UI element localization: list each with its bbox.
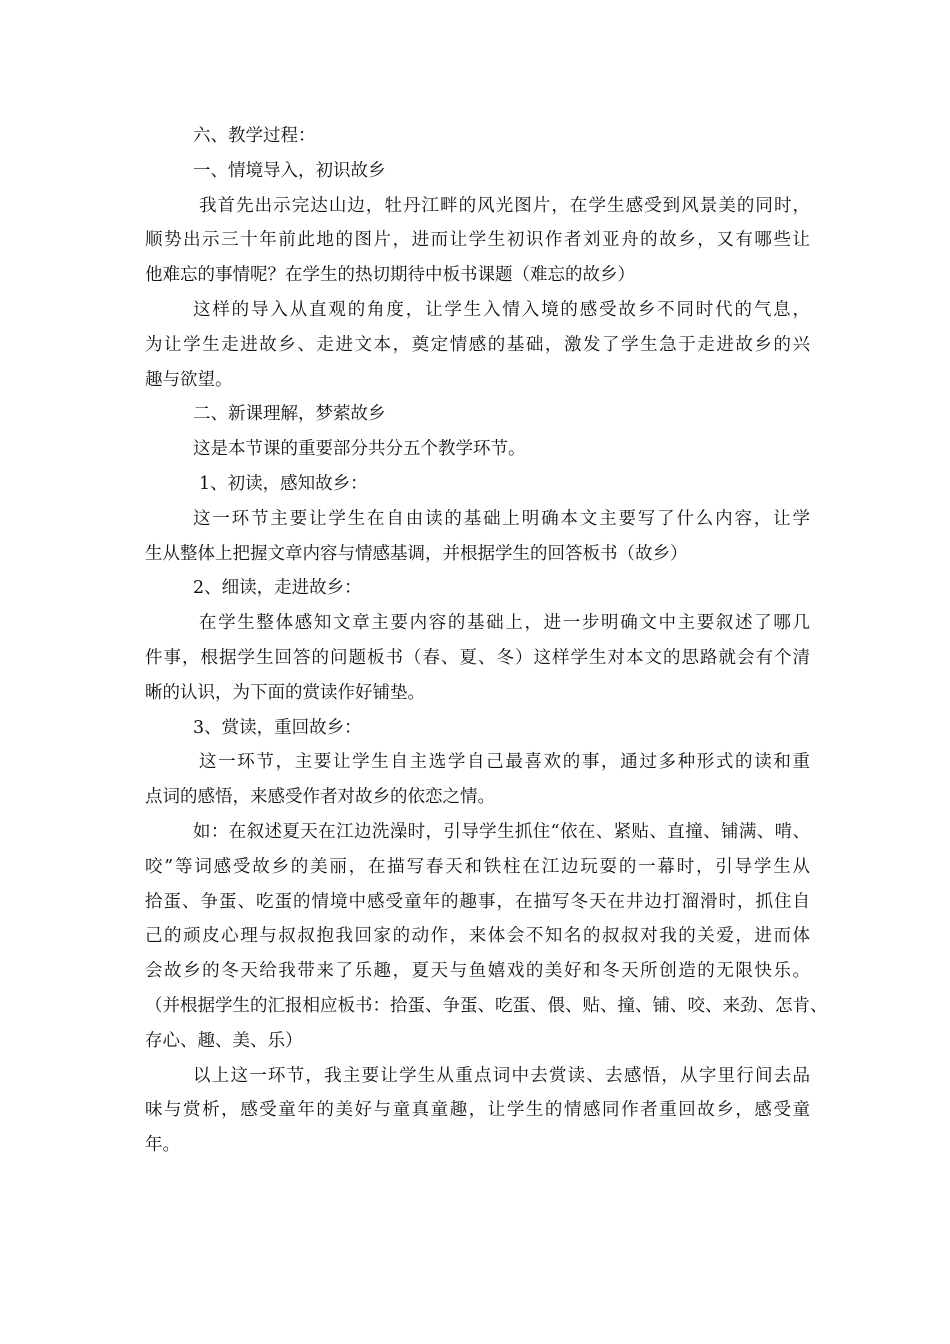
paragraph-line: 会故乡的冬天给我带来了乐趣，夏天与鱼嬉戏的美好和冬天所创造的无限快乐。: [145, 961, 810, 982]
paragraph-line: 为让学生走进故乡、走进文本，奠定情感的基础，激发了学生急于走进故乡的兴: [145, 334, 810, 355]
document-body: [145, 119, 828, 1163]
paragraph-line: 如：在叙述夏天在江边洗澡时，引导学生抓住“依在、紧贴、直撞、铺满、啃、: [193, 821, 810, 842]
section-heading: 六、教学过程：: [193, 126, 316, 146]
subsection-heading: 二、新课理解，梦萦故乡: [193, 404, 386, 425]
paragraph-line: 晰的认识，为下面的赏读作好铺垫。: [145, 682, 425, 703]
paragraph-line: 己的顽皮心理与叔叔抱我回家的动作，来体会不知名的叔叔对我的关爱，进而体: [145, 926, 810, 947]
paragraph-line: 这样的导入从直观的角度，让学生入情入境的感受故乡不同时代的气息，: [193, 299, 810, 320]
paragraph-line: 咬”等词感受故乡的美丽，在描写春天和铁柱在江边玩耍的一幕时，引导学生从: [145, 856, 810, 877]
paragraph-line: 点词的感悟，来感受作者对故乡的依恋之情。: [145, 787, 495, 808]
paragraph-line: 趣与欲望。: [145, 369, 233, 390]
paragraph-line: 拾蛋、争蛋、吃蛋的情境中感受童年的趣事，在描写冬天在井边打溜滑时，抓住自: [145, 891, 810, 912]
step-heading: 2、细读，走进故乡：: [193, 578, 362, 599]
step-heading: 1、初读，感知故乡：: [199, 473, 368, 494]
paragraph-line: 味与赏析，感受童年的美好与童真童趣，让学生的情感同作者重回故乡，感受童: [145, 1100, 810, 1121]
paragraph-line: 这一环节主要让学生在自由读的基础上明确本文主要写了什么内容，让学: [193, 508, 810, 529]
paragraph-line: 我首先出示完达山边，牡丹江畔的风光图片，在学生感受到风景美的同时，: [199, 195, 810, 216]
paragraph-line: 存心、趣、美、乐）: [145, 1030, 303, 1051]
paragraph-line: 他难忘的事情呢？在学生的热切期待中板书课题（难忘的故乡）: [145, 265, 635, 286]
paragraph-line: 以上这一环节，我主要让学生从重点词中去赏读、去感悟，从字里行间去品: [193, 1065, 810, 1086]
subsection-heading: 一、情境导入，初识故乡: [193, 160, 386, 181]
paragraph-line: （并根据学生的汇报相应板书：拾蛋、争蛋、吃蛋、偎、贴、撞、铺、咬、来劲、怎肯、: [145, 995, 828, 1016]
paragraph-line: 生从整体上把握文章内容与情感基调，并根据学生的回答板书（故乡）: [145, 543, 688, 564]
paragraph-line: 这是本节课的重要部分共分五个教学环节。: [193, 439, 526, 460]
paragraph-line: 在学生整体感知文章主要内容的基础上，进一步明确文中主要叙述了哪几: [199, 613, 810, 634]
step-heading: 3、赏读，重回故乡：: [193, 717, 362, 738]
paragraph-line: 顺势出示三十年前此地的图片，进而让学生初识作者刘亚舟的故乡，又有哪些让: [145, 230, 810, 251]
paragraph-line: 这一环节，主要让学生自主选学自己最喜欢的事，通过多种形式的读和重: [199, 752, 810, 773]
paragraph-line: 年。: [145, 1135, 180, 1156]
paragraph-line: 件事，根据学生回答的问题板书（春、夏、冬）这样学生对本文的思路就会有个清: [145, 647, 810, 668]
